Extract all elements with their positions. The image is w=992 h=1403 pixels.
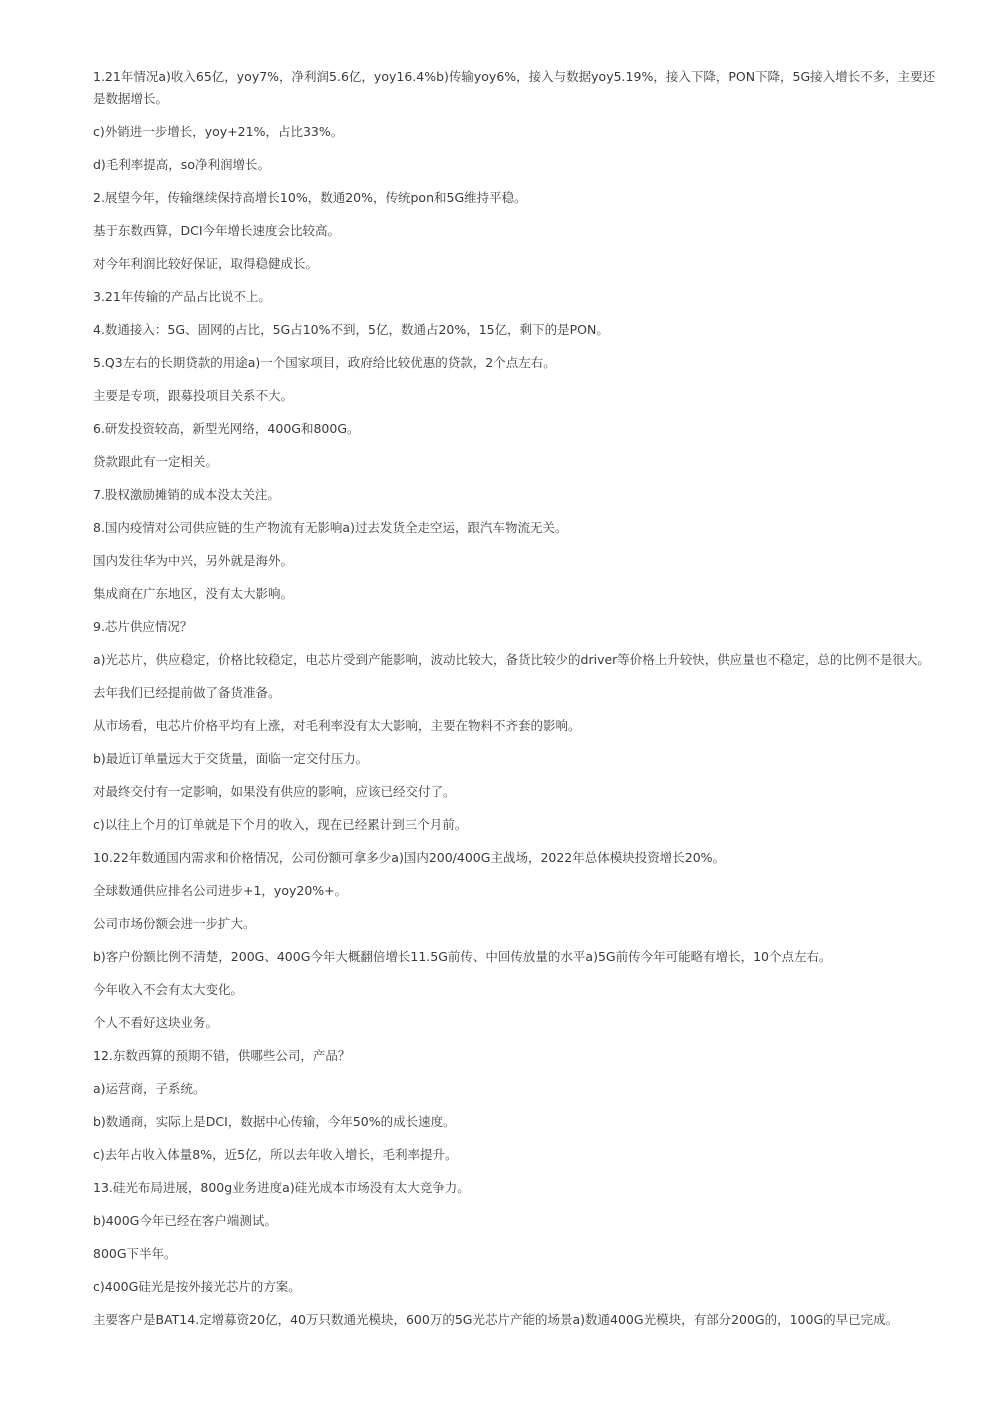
paragraph: 6.研发投资较高，新型光网络，400G和800G。 (93, 421, 360, 436)
paragraph: 贷款跟此有一定相关。 (93, 454, 219, 469)
paragraph: 从市场看，电芯片价格平均有上涨，对毛利率没有太大影响，主要在物料不齐套的影响。 (93, 718, 581, 733)
paragraph: c)400G硅光是按外接光芯片的方案。 (93, 1279, 301, 1294)
paragraph: b)数通商，实际上是DCI，数据中心传输，今年50%的成长速度。 (93, 1114, 456, 1129)
paragraph: 对最终交付有一定影响，如果没有供应的影响，应该已经交付了。 (93, 784, 456, 799)
paragraph: a)光芯片，供应稳定，价格比较稳定，电芯片受到产能影响，波动比较大，备货比较少的driver等价格上升较快，供应量也不稳定，总的比例不是很大。 (93, 652, 930, 667)
paragraph: b)400G今年已经在客户端测试。 (93, 1213, 277, 1228)
paragraph: 个人不看好这块业务。 (93, 1015, 219, 1030)
paragraph: c)以往上个月的订单就是下个月的收入，现在已经累计到三个月前。 (93, 817, 468, 832)
paragraph: 7.股权激励摊销的成本没太关注。 (93, 487, 280, 502)
paragraph: 2.展望今年，传输继续保持高增长10%，数通20%，传统pon和5G维持平稳。 (93, 190, 527, 205)
paragraph: 集成商在广东地区，没有太大影响。 (93, 586, 294, 601)
paragraph: 公司市场份额会进一步扩大。 (93, 916, 256, 931)
paragraph: 国内发往华为中兴，另外就是海外。 (93, 553, 294, 568)
paragraph: b)客户份额比例不清楚，200G、400G今年大概翻倍增长11.5G前传、中回传放量的水平a)5G前传今年可能略有增长，10个点左右。 (93, 949, 832, 964)
paragraph: 全球数通供应排名公司进步+1，yoy20%+。 (93, 883, 348, 898)
paragraph: 今年收入不会有太大变化。 (93, 982, 244, 997)
paragraph: 主要客户是BAT14.定增募资20亿，40万只数通光模块，600万的5G光芯片产能的场景a)数通400G光模块，有部分200G的，100G的早已完成。 (93, 1312, 899, 1327)
paragraph: a)运营商，子系统。 (93, 1081, 206, 1096)
paragraph: 800G下半年。 (93, 1246, 177, 1261)
paragraph: 13.硅光布局进展，800g业务进度a)硅光成本市场没有太大竞争力。 (93, 1180, 470, 1195)
paragraph: 12.东数西算的预期不错，供哪些公司，产品？ (93, 1048, 351, 1063)
paragraph: b)最近订单量远大于交货量，面临一定交付压力。 (93, 751, 369, 766)
paragraph: 8.国内疫情对公司供应链的生产物流有无影响a)过去发货全走空运，跟汽车物流无关。 (93, 520, 568, 535)
paragraph: c)去年占收入体量8%，近5亿，所以去年收入增长，毛利率提升。 (93, 1147, 458, 1162)
paragraph: 主要是专项，跟募投项目关系不大。 (93, 388, 294, 403)
document-body (93, 66, 945, 1342)
paragraph: 基于东数西算，DCI今年增长速度会比较高。 (93, 223, 341, 238)
paragraph: 9.芯片供应情况？ (93, 619, 193, 634)
paragraph: d)毛利率提高，so净利润增长。 (93, 157, 270, 172)
paragraph: 去年我们已经提前做了备货准备。 (93, 685, 281, 700)
paragraph: 对今年利润比较好保证，取得稳健成长。 (93, 256, 319, 271)
paragraph: 3.21年传输的产品占比说不上。 (93, 289, 271, 304)
paragraph: 10.22年数通国内需求和价格情况，公司份额可拿多少a)国内200/400G主战场，2022年总体模块投资增长20%。 (93, 850, 726, 865)
paragraph: 5.Q3左右的长期贷款的用途a)一个国家项目，政府给比较优惠的贷款，2个点左右。 (93, 355, 556, 370)
paragraph: c)外销进一步增长，yoy+21%，占比33%。 (93, 124, 344, 139)
paragraph: 4.数通接入：5G、固网的占比，5G占10%不到，5亿，数通占20%，15亿，剩下的是PON。 (93, 322, 609, 337)
paragraph: 1.21年情况a)收入65亿，yoy7%，净利润5.6亿，yoy16.4%b)传输yoy6%，接入与数据yoy5.19%，接入下降，PON下降，5G接入增长不多，主要还是数据增长。 (93, 69, 936, 106)
